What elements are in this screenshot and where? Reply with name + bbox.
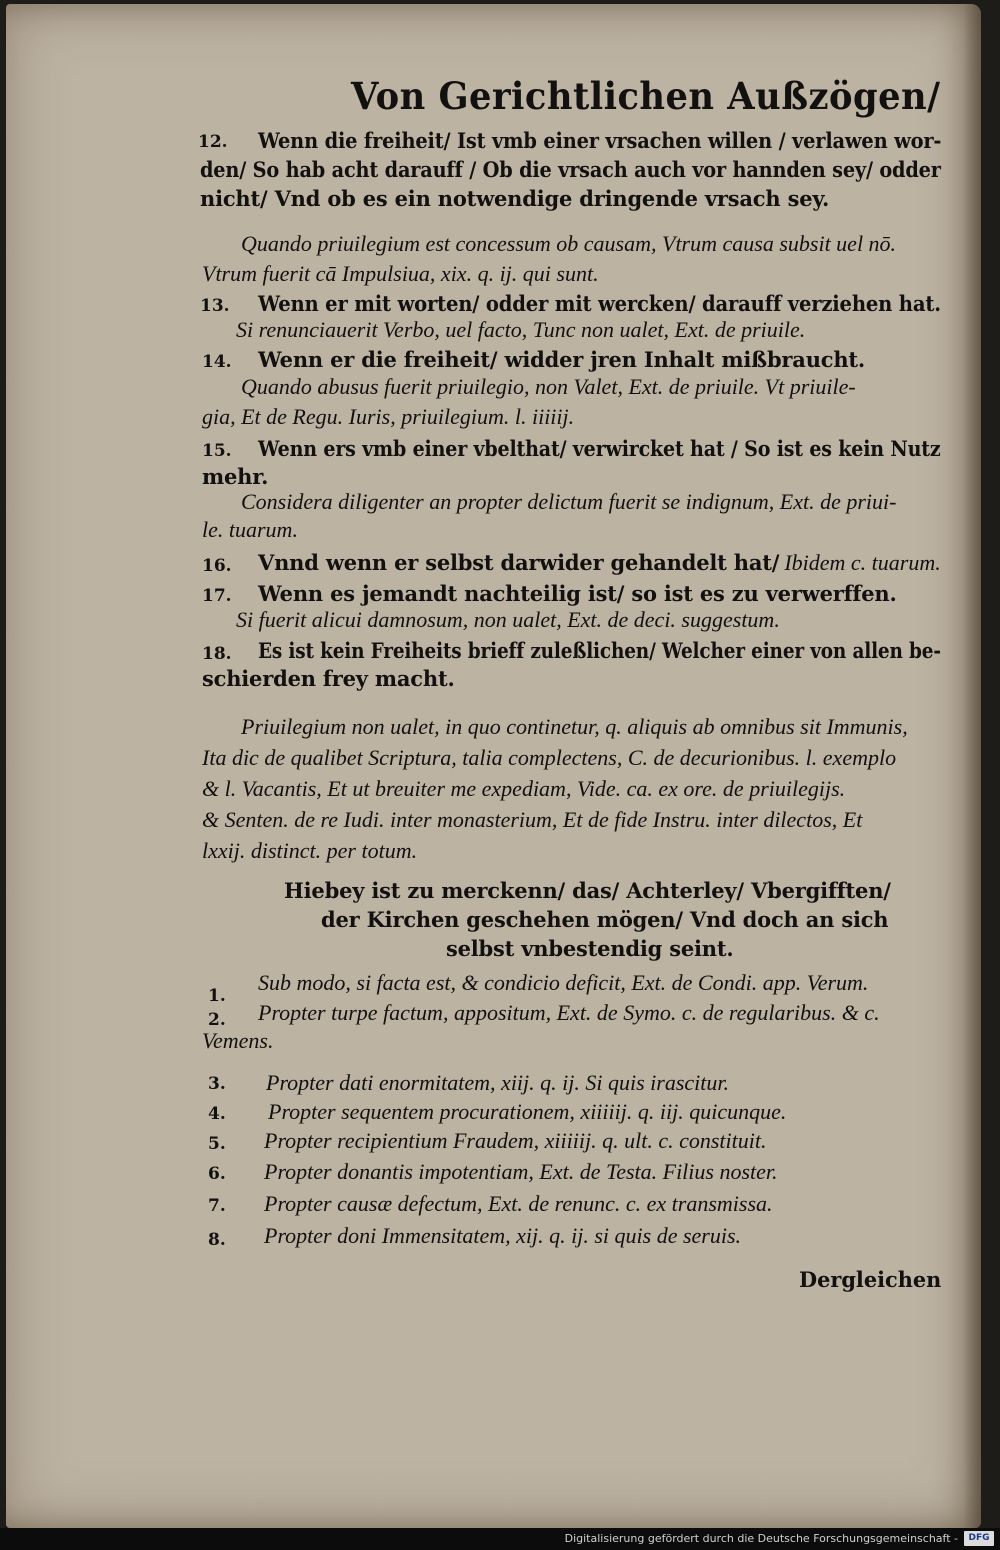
list-number: 2. (208, 1010, 226, 1030)
list-item: Propter donantis impotentiam, Ext. de Testa. Filius noster. (264, 1159, 778, 1184)
list-item: Propter turpe factum, appositum, Ext. de Symo. c. de regularibus. & c. (258, 1000, 880, 1025)
item-number: 14. (202, 352, 232, 372)
latin-line: Vtrum fuerit cā Impulsiua, xix. q. ij. qui sunt. (202, 261, 599, 286)
latin-line: Quando priuilegium est concessum ob causam, Vtrum causa subsit uel nō. (241, 231, 897, 256)
list-number: 5. (208, 1134, 226, 1154)
latin-paragraph-line: Ita dic de qualibet Scriptura, talia complectens, C. de decurionibus. l. exemplo (202, 745, 897, 770)
latin-text: Ibidem c. tuarum. (784, 550, 941, 575)
list-number: 1. (208, 986, 226, 1006)
german-line: Wenn er mit worten/ odder mit wercken/ darauff verziehen hat. (258, 291, 941, 316)
german-line: Es ist kein Freiheits brieff zuleßlichen/ Welcher einer von allen be- (258, 638, 941, 663)
latin-line: Si renunciauerit Verbo, uel facto, Tunc non ualet, Ext. de priuile. (236, 317, 806, 342)
german-line: nicht/ Vnd ob es ein notwendige dringende vrsach sey. (200, 186, 830, 211)
book-page (6, 4, 981, 1528)
catchword: Dergleichen (799, 1267, 942, 1292)
item-number: 13. (200, 296, 230, 316)
latin-paragraph-line: lxxij. distinct. per totum. (202, 838, 418, 863)
latin-line: Considera diligenter an propter delictum fuerit se indignum, Ext. de priui- (241, 489, 897, 514)
latin-paragraph-line: & Senten. de re Iudi. inter monasterium, Et de fide Instru. inter dilectos, Et (202, 807, 863, 832)
german-line: Wenn er die freiheit/ widder jren Inhalt mißbraucht. (258, 347, 866, 372)
list-number: 7. (208, 1196, 226, 1216)
list-number: 4. (208, 1104, 226, 1124)
german-line: Wenn die freiheit/ Ist vmb einer vrsachen willen / verlawen wor- (258, 128, 942, 153)
german-line: schierden frey macht. (202, 666, 455, 691)
page-title: Von Gerichtlichen Außzögen/ (351, 74, 941, 118)
list-number: 8. (208, 1230, 226, 1250)
section-heading-line: Hiebey ist zu merckenn/ das/ Achterley/ Vbergifften/ (284, 878, 891, 903)
dfg-logo: DFG (964, 1531, 994, 1546)
list-number: 6. (208, 1164, 226, 1184)
list-item: Propter sequentem procurationem, xiiiiij. q. iij. quicunque. (268, 1099, 787, 1124)
list-number: 3. (208, 1074, 226, 1094)
latin-line: gia, Et de Regu. Iuris, priuilegium. l. iiiiij. (202, 404, 575, 429)
list-item: Propter doni Immensitatem, xij. q. ij. si quis de seruis. (264, 1223, 742, 1248)
list-item: Propter causæ defectum, Ext. de renunc. c. ex transmissa. (264, 1191, 773, 1216)
latin-line: le. tuarum. (202, 517, 298, 542)
latin-paragraph-line: & l. Vacantis, Et ut breuiter me expediam, Vide. ca. ex ore. de priuilegijs. (202, 776, 846, 801)
item-number: 18. (202, 644, 232, 664)
latin-paragraph-line: Priuilegium non ualet, in quo continetur, q. aliquis ab omnibus sit Immunis, (241, 714, 908, 739)
footer-bar (0, 1528, 1000, 1550)
list-item: Propter dati enormitatem, xiij. q. ij. Si quis irascitur. (266, 1070, 730, 1095)
list-item: Sub modo, si facta est, & condicio deficit, Ext. de Condi. app. Verum. (258, 970, 869, 995)
item-number: 16. (202, 556, 232, 576)
german-line: den/ So hab acht darauff / Ob die vrsach auch vor hannden sey/ odder (200, 157, 941, 182)
german-line: Wenn ers vmb einer vbelthat/ verwircket hat / So ist es kein Nutz (258, 436, 941, 461)
german-text: Vnnd wenn er selbst darwider gehandelt hat/ (258, 550, 780, 575)
mixed-line (258, 550, 941, 576)
german-line: Wenn es jemandt nachteilig ist/ so ist es zu verwerffen. (258, 581, 897, 606)
section-heading-line: selbst vnbestendig seint. (446, 936, 734, 961)
list-item: Propter recipientium Fraudem, xiiiiij. q. ult. c. constituit. (264, 1128, 767, 1153)
section-heading-line: der Kirchen geschehen mögen/ Vnd doch an sich (321, 907, 889, 932)
german-line: mehr. (202, 464, 269, 489)
item-number: 12. (198, 132, 228, 152)
item-number: 15. (202, 441, 232, 461)
list-item-continuation: Vemens. (202, 1028, 274, 1053)
page-text (6, 4, 981, 1528)
latin-line: Si fuerit alicui damnosum, non ualet, Ext. de deci. suggestum. (236, 607, 780, 632)
funding-credit: Digitalisierung gefördert durch die Deutsche Forschungsgemeinschaft - (564, 1532, 958, 1545)
latin-line: Quando abusus fuerit priuilegio, non Valet, Ext. de priuile. Vt priuile- (241, 374, 856, 399)
item-number: 17. (202, 586, 232, 606)
